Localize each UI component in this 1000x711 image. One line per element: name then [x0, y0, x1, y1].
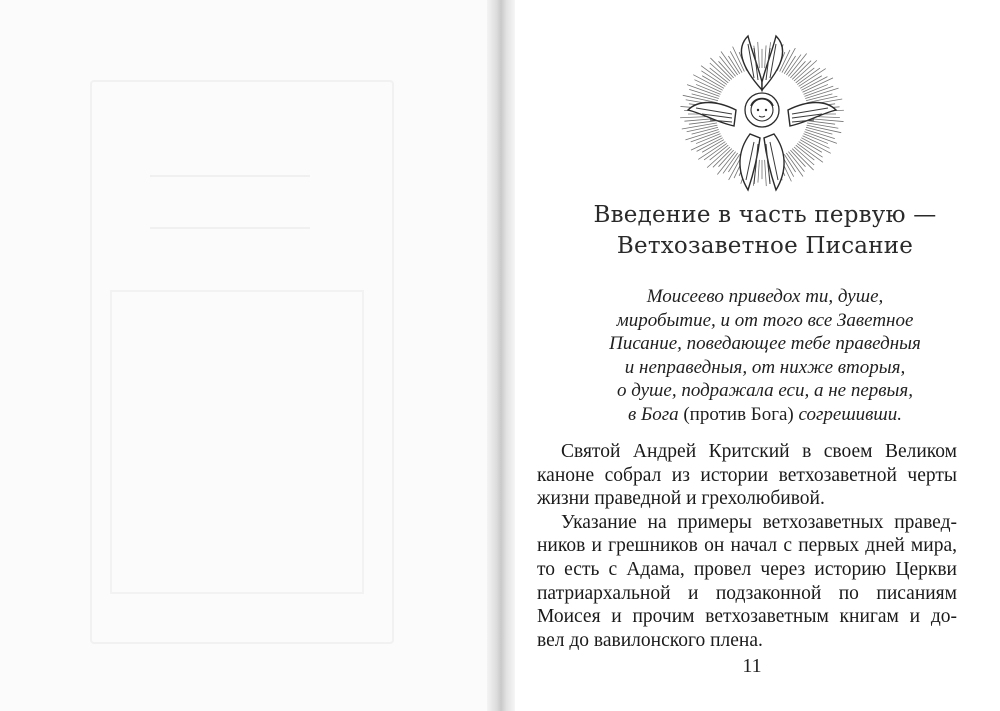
- book-gutter: [487, 0, 515, 711]
- seraph-angel-icon: [664, 30, 860, 196]
- paragraph-1-line: каноне собрал из истории ветхозаветной черты: [537, 464, 957, 486]
- epigraph-gloss: (против Бога): [683, 403, 794, 425]
- paragraph-1-line: жизни праведной и грехолюбивой.: [537, 488, 825, 510]
- epigraph-italic-fragment: в Бога: [627, 403, 679, 425]
- left-page: [0, 0, 497, 711]
- epigraph-line: Моисеево приведох ти, душе,: [646, 286, 884, 307]
- epigraph-line-last: [560, 403, 970, 427]
- paragraph-2-line: вел до вавилонского плена.: [537, 629, 763, 651]
- epigraph-line: Писание, поведающее тебе праведныя: [609, 333, 921, 355]
- epigraph-line: и неправедныя, от нихже вторыя,: [624, 356, 906, 378]
- heading-line: Ветхозаветное Писание: [616, 233, 914, 259]
- paragraph-2-line: то есть с Адама, провел через историю Церкви: [537, 558, 957, 580]
- paragraph-2-line: Указание на примеры ветхозаветных правед-: [561, 511, 957, 533]
- bleed-through-picture: [110, 290, 364, 594]
- epigraph-italic-fragment: согрешивши.: [798, 403, 903, 425]
- chapter-heading: [540, 200, 990, 262]
- bleed-through-title: [150, 175, 310, 229]
- page-number: 11: [742, 655, 762, 677]
- heading-line: Введение в часть первую —: [593, 202, 937, 228]
- epigraph-line: миробытие, и от того все Заветное: [616, 309, 914, 331]
- paragraph-2-line: ников и грешников он начал с первых дней мира,: [537, 535, 957, 557]
- epigraph: [560, 285, 970, 427]
- paragraph-1-line: Святой Андрей Критский в своем Великом: [561, 441, 957, 462]
- body-text: [537, 440, 957, 652]
- epigraph-line: о душе, подражала еси, а не первыя,: [617, 380, 913, 402]
- paragraph-2-line: патриархальной и подзаконной по писаниям: [537, 582, 957, 604]
- paragraph-2-line: Моисея и прочим ветхозаветным книгам и до-: [537, 606, 957, 628]
